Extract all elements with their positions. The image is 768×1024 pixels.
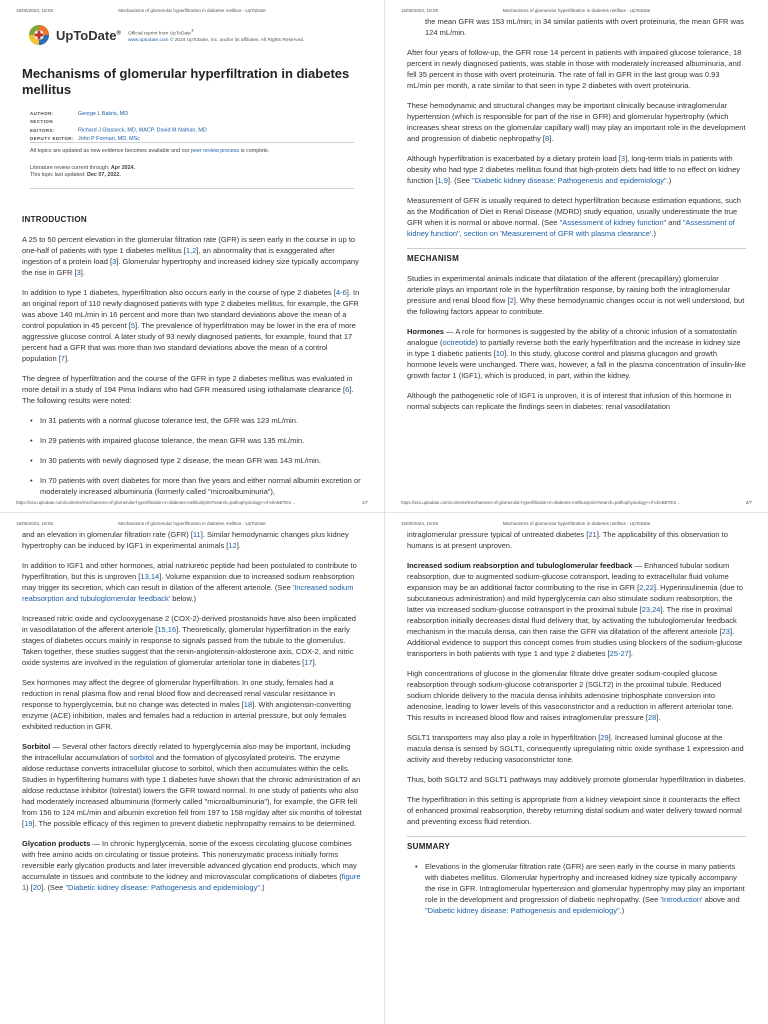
paragraph: Measurement of GFR is usually required to detect hyperfiltration because estimation equations, such as the Modification of Diet in Renal Disease (MDRD) study equation, usually underestimate the true GFR when it is normal or above normal. (See "Assessment of kidney function" and "Assessment of kidney function", section on 'Measurement of GFR with plasma clearance'.) xyxy=(407,196,741,238)
reference-link[interactable]: 1,2 xyxy=(185,246,197,255)
divider xyxy=(30,142,354,143)
paragraph: Thus, both SGLT2 and SGLT1 pathways may additively promote glomerular hyperfiltration in diabetes. xyxy=(407,775,746,784)
page-number: 1/7 xyxy=(361,500,368,505)
page-3 xyxy=(0,512,384,1024)
page-1 xyxy=(0,0,384,512)
reference-link[interactable]: 3 xyxy=(112,257,117,266)
print-timestamp: 15/05/2024, 18:05 xyxy=(16,521,54,526)
page-3-body xyxy=(22,529,362,902)
paragraph: Although the pathogenetic role of IGF1 is unproven, it is of interest that infusion of this hormone in normal subjects can replicate the findings seen in diabetes: renal vasodilatation xyxy=(407,391,732,411)
paragraph: Hormones — A role for hormones is suggested by the ability of a chronic infusion of a somatostatin analogue (octreotide) to partially reverse both the early hyperfiltration and the increase in kidney size in type 1 diabetic patients [10]. In this study, glucose control and plasma glucagon and growth hormone levels were unchanged. There was, however, a fall in the plasma concentration of insulin-like growth factor 1 (IGF1), which is produced, in part, within the kidney. xyxy=(407,327,746,380)
page-4-body xyxy=(407,529,746,925)
uptodate-logo-icon xyxy=(28,24,50,46)
print-doc-title: Mechanisms of glomerular hyperfiltration in diabetes mellitus - UpToDate xyxy=(502,8,651,13)
reprint-notice: Official reprint from UpToDate® www.uptodate.com © 2024 UpToDate, Inc. and/or its affiliates. All Rights Reserved. xyxy=(128,28,305,44)
section-heading-introduction: INTRODUCTION xyxy=(22,215,87,224)
reference-link[interactable]: 13,14 xyxy=(140,572,160,581)
subheading-hormones: Hormones xyxy=(407,327,445,336)
paragraph: A 25 to 50 percent elevation in the glomerular filtration rate (GFR) is seen early in the course in up to one-half of patients with type 1 diabetes mellitus [1,2], an abnormality that is exaggerated after ingestion of a protein load [3]. Glomerular hypertrophy and increased kidney size typically accompany the rise in GFR [3]. xyxy=(22,235,359,277)
page-number: 2/7 xyxy=(745,500,752,505)
paragraph: Studies in experimental animals indicate that dilatation of the afferent (precapillary) glomerular arteriole plays an important role in the hyperfiltration response, by raising both the intraglomerular pressure and renal blood flow [2]. Why these hemodynamic changes occur is not well understood, but the following factors appear to contribute. xyxy=(407,274,745,316)
subheading-sorbitol: Sorbitol xyxy=(22,742,51,751)
paragraph: Sorbitol — Several other factors directly related to hyperglycemia also may be important, including the intracellular accumulation of sorbitol and the formation of glycosylated proteins. The enzyme aldose reductase converts intracellular glucose to sorbitol, which then accumulates within the cells. Studies in hyperfiltering humans with type 1 diabetes have shown that the chronic administration of an aldose reductase inhibitor (tolrestat) lowers the GFR toward normal. In one study of patients who also had moderately increased albuminuria (formerly called "microalbuminuria"), for example, the GFR fell from 156 to 124 mL/min and albumin excretion fell from 197 to 158 mg/day after six months of tolrestat [19]. The possible efficacy of this regimen to prevent diabetic nephropathy remains to be determined. xyxy=(22,742,362,828)
paragraph: The hyperfiltration in this setting is appropriate from a kidney viewpoint since it counteracts the effect of enhanced proximal reabsorption, thereby returning distal sodium and water delivery toward normal and preventing excess fluid retention. xyxy=(407,795,742,826)
paragraph: Increased nitric oxide and cyclooxygenase 2 (COX-2)-derived prostanoids have also been implicated in vasodilatation of the afferent arteriole [15,16]. Theoretically, glomerular hyperfiltration in the early stages of diabetes occurs mainly in response to signals passed from the tubule to the glomerulus. Taken together, these studies suggest that the renin-angiotensin-aldosterone axis, COX-2, and nitric oxide systems are involved in the regulation of glomerular arteriolar tone in diabetes [17]. xyxy=(22,614,356,667)
list-item: • In 31 patients with a normal glucose tolerance test, the GFR was 123 mL/min. xyxy=(22,415,362,426)
section-heading-summary: SUMMARY xyxy=(407,836,746,852)
subheading-sodium-reabsorption: Increased sodium reabsorption and tubuloglomerular feedback xyxy=(407,561,633,570)
article-title: Mechanisms of glomerular hyperfiltration in diabetes mellitus xyxy=(22,66,350,97)
drug-link[interactable]: sorbitol xyxy=(129,753,154,762)
paragraph: Sex hormones may affect the degree of glomerular hyperfiltration. In one study, females had a reduction in renal plasma flow and renal blood flow and decreased renal vascular resistance in response to hyperglycemia, but no change was detected in males [18]. With angiotensin-converting enzyme (ACE) inhibition, males and females had a reduction in arterial pressure, but only females exhibited reduction in GFR. xyxy=(22,678,351,731)
figure-link[interactable]: figure 1 xyxy=(22,872,361,892)
topic-link[interactable]: "Diabetic kidney disease: Pathogenesis and epidemiology" xyxy=(425,906,620,915)
print-timestamp: 15/05/2024, 18:05 xyxy=(401,521,439,526)
paragraph: and an elevation in glomerular filtration rate (GFR) [11]. Similar hemodynamic changes plus kidney hypertrophy can be induced by IGF1 in experimental animals [12]. xyxy=(22,530,349,550)
subheading-glycation-products: Glycation products xyxy=(22,839,91,848)
page-header xyxy=(16,8,368,18)
reference-link[interactable]: 23 xyxy=(721,627,730,636)
list-item: • In 30 patients with newly diagnosed type 2 disease, the mean GFR was 143 mL/min. xyxy=(22,455,362,466)
reference-link[interactable]: 2 xyxy=(509,296,514,305)
print-timestamp: 15/05/2024, 18:05 xyxy=(401,8,439,13)
print-url: https://sso.uptodate.com/contents/mechanisms-of-glomerular-hyperfiltration-in-diabetes-mellitus/print?search=pathophysiology+of+diABETES… xyxy=(16,500,296,505)
paragraph: High concentrations of glucose in the glomerular filtrate drive greater sodium-coupled glucose reabsorption through sodium-glucose cotransporter 2 (SGLT2) in the proximal tubule. Reduced sodium chloride delivery to the macula densa inhibits adenosine triphosphate conversion into adenosine, leading to lower levels of this vasoconstrictor and a reduction in afferent arteriolar tone. This results in increased blood flow and raises intraglomerular pressure [28]. xyxy=(407,669,734,722)
page-2 xyxy=(384,0,768,512)
paragraph: intraglomerular pressure typical of untreated diabetes [21]. The applicability of this observation to humans is at present unproven. xyxy=(407,530,728,550)
paragraph: These hemodynamic and structural changes may be important clinically because intraglomerular hypertension (which is responsible for part of the rise in GFR) and glomerular hypertrophy (which increases shear stress on the glomerular capillary wall) may play an important role in the development and progression of diabetic nephropathy [8]. xyxy=(407,101,746,143)
print-timestamp: 15/05/2024, 18:05 xyxy=(16,8,54,13)
topic-link[interactable]: "Diabetic kidney disease: Pathogenesis and epidemiology" xyxy=(65,883,260,892)
results-list xyxy=(22,415,362,497)
section-heading-mechanism: MECHANISM xyxy=(407,248,746,264)
list-item: • Elevations in the glomerular filtration rate (GFR) are seen early in the course in many patients with diabetes mellitus. Glomerular hypertrophy and increased kidney size typically accompany the rise in GFR. Intraglomerular hypertension and glomerular hypertrophy may play an important role in the development and progression of diabetic nephropathy. (See 'Introduction' above and "Diabetic kidney disease: Pathogenesis and epidemiology".) xyxy=(407,861,746,916)
author-block: AUTHOR: George L Bakris, MD SECTION EDITORS: Richard J Glassock, MD, MACP, David M Nathan, MD DEPUTY EDITOR: John P Forman, MD, MSc xyxy=(30,111,207,143)
reference-link[interactable]: 21 xyxy=(588,530,597,539)
reference-link[interactable]: 23,24 xyxy=(641,605,661,614)
section-link[interactable]: 'Introduction' xyxy=(660,895,703,904)
paragraph: After four years of follow-up, the GFR rose 14 percent in patients with impaired glucose tolerance, 18 percent in newly diagnosed patients, was stable in those with moderately increased albuminuria, and fell 35 percent in those with overt proteinuria. The rate of fall in GFR in the last group was 0.93 mL/min per month, a rate similar to that seen in type 2 diabetes with overt proteinuria. xyxy=(407,48,742,90)
list-item: • In 70 patients with overt diabetes for more than five years and either normal albumin excretion or moderately increased albuminuria (formerly called "microalbuminuria"), xyxy=(22,475,362,497)
page-4 xyxy=(384,512,768,1024)
page-footer xyxy=(401,500,752,508)
topic-link[interactable]: "Assessment of kidney function", section on 'Measurement of GFR with plasma clearance' xyxy=(407,218,735,238)
reference-link[interactable]: 7 xyxy=(60,354,65,363)
reference-link[interactable]: 6 xyxy=(345,385,350,394)
reference-link[interactable]: 3 xyxy=(76,268,81,277)
reference-link[interactable]: 4-6 xyxy=(335,288,347,297)
update-info: All topics are updated as new evidence becomes available and our peer review process is complete. Literature review current through: Apr 2024. This topic last updated: Dec 07, 2022. xyxy=(30,148,270,178)
section-link[interactable]: 'Increased sodium reabsorption and tubuloglomerular feedback' xyxy=(22,583,354,603)
reference-link[interactable]: 3 xyxy=(620,154,626,163)
deputy-editor-link[interactable]: John P Forman, MD, MSc xyxy=(78,136,140,143)
paragraph: Increased sodium reabsorption and tubuloglomerular feedback — Enhanced tubular sodium reabsorption, due to augmented sodium-glucose cotransport, leading to extracellular fluid volume expansion may be an additional factor contributing to the rise in GFR [2,22]. Hyperinsulinemia (due to subcutaneous administration) and mild hyperglycemia can also stimulate sodium reabsorption, the latter via increased sodium-glucose cotransport in the proximal tubule [23,24]. The rise in proximal reabsorption initially decreases distal fluid delivery that, by activating the tubuloglomerular feedback mechanism in the macula densa, can then raise the GFR via dilatation of the afferent arteriole [23]. Additional evidence to support this concept comes from studies using blockers of the sodium-glucose transporters in both patients with type 1 and type 2 diabetes [25-27]. xyxy=(407,561,744,658)
reference-link[interactable]: 19 xyxy=(24,819,33,828)
reference-link[interactable]: 2,22 xyxy=(639,583,654,592)
paragraph: In addition to type 1 diabetes, hyperfiltration also occurs early in the course of type 2 diabetes [4-6]. In an original report of 110 newly diagnosed patients with type 2 diabetes mellitus, for example, the GFR was above 140 mL/min in 16 percent and more than two standard deviations above the mean of a control population in 45 percent [5]. The prevalence of hyperfiltration may be lower in the era of more aggressive glucose control. A later study of 93 newly diagnosed patients, for example, found that 17 percent had a GFR that was more than two standard deviations above the mean of a control population [7]. xyxy=(22,288,360,363)
reference-link[interactable]: 29 xyxy=(600,733,609,742)
reference-link[interactable]: 17 xyxy=(304,658,313,667)
page-1-body xyxy=(22,210,362,506)
reference-link[interactable]: 18 xyxy=(243,700,253,709)
summary-list xyxy=(407,861,746,916)
uptodate-logo-text: UpToDate® xyxy=(56,27,121,43)
print-doc-title: Mechanisms of glomerular hyperfiltration in diabetes mellitus - UpToDate xyxy=(118,521,266,526)
print-doc-title: Mechanisms of glomerular hyperfiltration in diabetes mellitus - UpToDate xyxy=(502,521,651,526)
print-url: https://sso.uptodate.com/contents/mechanisms-of-glomerular-hyperfiltration-in-diabetes-mellitus/print?search=pathophysiology+of+diABETES… xyxy=(401,500,681,505)
topic-link[interactable]: "Assessment of kidney function" xyxy=(559,218,667,227)
reference-link[interactable]: 8 xyxy=(545,134,550,143)
reference-link[interactable]: 12 xyxy=(228,541,237,550)
reference-link[interactable]: 20 xyxy=(32,883,42,892)
section-editors-link[interactable]: Richard J Glassock, MD, MACP, David M Nathan, MD xyxy=(78,127,207,134)
reference-link[interactable]: 5 xyxy=(130,321,135,330)
divider xyxy=(30,188,354,189)
reference-link[interactable]: 1,9 xyxy=(437,176,448,185)
reference-link[interactable]: 25-27 xyxy=(609,649,629,658)
uptodate-logo xyxy=(28,24,121,46)
paragraph: SGLT1 transporters may also play a role in hyperfiltration [29]. Increased luminal glucose at the macula densa is sensed by SGLT1, consequently upregulating nitric oxide synthase 1 expression and activity and thereby reducing vasoconstrictor tone. xyxy=(407,733,744,764)
page-2-body xyxy=(407,16,746,421)
paragraph: In addition to IGF1 and other hormones, atrial natriuretic peptide had been postulated to contribute to hyperfiltration, but this is unproven [13,14]. Volume expansion due to increased sodium reabsorption may trigger its secretion, which can result in dilation of the afferent arteriole. (See 'Increased sodium reabsorption and tubuloglomerular feedback' below.) xyxy=(22,561,357,603)
peer-review-link[interactable]: peer review process xyxy=(190,148,240,154)
reference-link[interactable]: 10 xyxy=(495,349,505,358)
paragraph: Glycation products — In chronic hyperglycemia, some of the excess circulating glucose combines with free amino acids on circulating or tissue proteins. This nonenzymatic process initially forms reversible early glycation products and later irreversible advanced glycation end products, which may accumulate in tissues and contribute to the kidney and microvascular complications of diabetes (figure 1) [20]. (See "Diabetic kidney disease: Pathogenesis and epidemiology".) xyxy=(22,839,361,892)
uptodate-link[interactable]: www.uptodate.com xyxy=(128,38,169,44)
reference-link[interactable]: 11 xyxy=(192,530,201,539)
topic-link[interactable]: "Diabetic kidney disease: Pathogenesis and epidemiology" xyxy=(472,176,667,185)
page-footer xyxy=(16,500,368,508)
paragraph: Although hyperfiltration is exacerbated by a dietary protein load [3], long-term trials in patients with obesity who had type 2 diabetes mellitus found that high-protein diets had little to no effect on kidney function [1,9]. (See "Diabetic kidney disease: Pathogenesis and epidemiology".) xyxy=(407,154,740,185)
reference-link[interactable]: 15,16 xyxy=(157,625,177,634)
print-doc-title: Mechanisms of glomerular hyperfiltration in diabetes mellitus - UpToDate xyxy=(118,8,266,13)
list-item-continuation: the mean GFR was 153 mL/min; in 34 similar patients with overt proteinuria, the mean GFR was 124 mL/min. xyxy=(425,17,744,37)
paragraph: The degree of hyperfiltration and the course of the GFR in type 2 diabetes mellitus was evaluated in more detail in a study of 194 Pima Indians who had GFR measured using iothalamate clearance [6]. The following results were noted: xyxy=(22,374,354,405)
drug-link[interactable]: octreotide xyxy=(442,338,476,347)
reference-link[interactable]: 28 xyxy=(647,713,657,722)
author-link[interactable]: George L Bakris, MD xyxy=(78,111,129,117)
list-item: • In 29 patients with impaired glucose tolerance, the mean GFR was 135 mL/min. xyxy=(22,435,362,446)
